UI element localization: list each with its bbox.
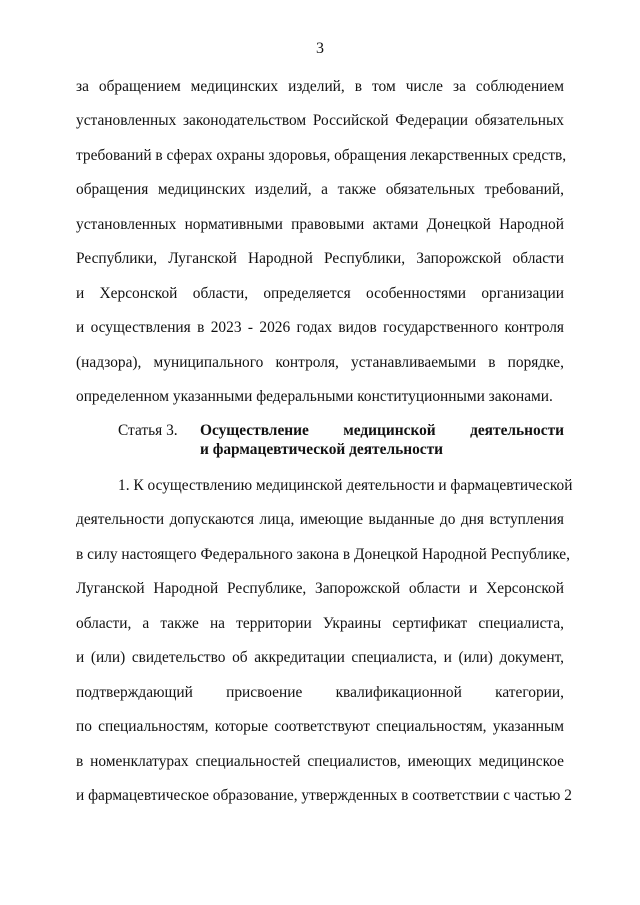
article-number: Статья 3. [118, 422, 178, 439]
text-line: области, а также на территории Украины сертификат специалиста, [76, 615, 564, 632]
text-line: определенном указанными федеральными конституционными законами. [76, 388, 553, 405]
text-line: деятельности допускаются лица, имеющие выданные до дня вступления [76, 511, 564, 528]
article-title: и фармацевтической деятельности [200, 441, 444, 458]
text-line: требований в сферах охраны здоровья, обращения лекарственных средств, [76, 147, 567, 164]
text-line: установленных законодательством Российской Федерации обязательных [76, 112, 564, 129]
text-line: и (или) свидетельство об аккредитации специалиста, и (или) документ, [76, 649, 564, 666]
text-line: в номенклатурах специальностей специалистов, имеющих медицинское [76, 753, 564, 770]
text-line: установленных нормативными правовыми актами Донецкой Народной [76, 216, 564, 233]
text-line: по специальностям, которые соответствуют специальностям, указанным [76, 718, 564, 735]
text-line: и Херсонской области, определяется особенностями организации [76, 285, 564, 302]
text-line: обращения медицинских изделий, а также обязательных требований, [76, 181, 564, 198]
text-line: за обращением медицинских изделий, в том числе за соблюдением [76, 78, 564, 95]
text-line: 1. К осуществлению медицинской деятельности и фармацевтической [118, 477, 573, 494]
page-number: 3 [316, 40, 324, 57]
text-line: и фармацевтическое образование, утвержденных в соответствии с частью 2 [76, 787, 572, 804]
article-title: Осуществление медицинской деятельности [200, 422, 564, 439]
text-line: подтверждающий присвоение квалификационной категории, [76, 684, 564, 701]
text-line: Луганской Народной Республике, Запорожской области и Херсонской [76, 580, 564, 597]
text-line: и осуществления в 2023 - 2026 годах видов государственного контроля [76, 319, 564, 336]
text-line: в силу настоящего Федерального закона в Донецкой Народной Республике, [76, 546, 570, 563]
text-line: (надзора), муниципального контроля, устанавливаемыми в порядке, [76, 354, 564, 371]
text-line: Республики, Луганской Народной Республики, Запорожской области [76, 250, 564, 267]
